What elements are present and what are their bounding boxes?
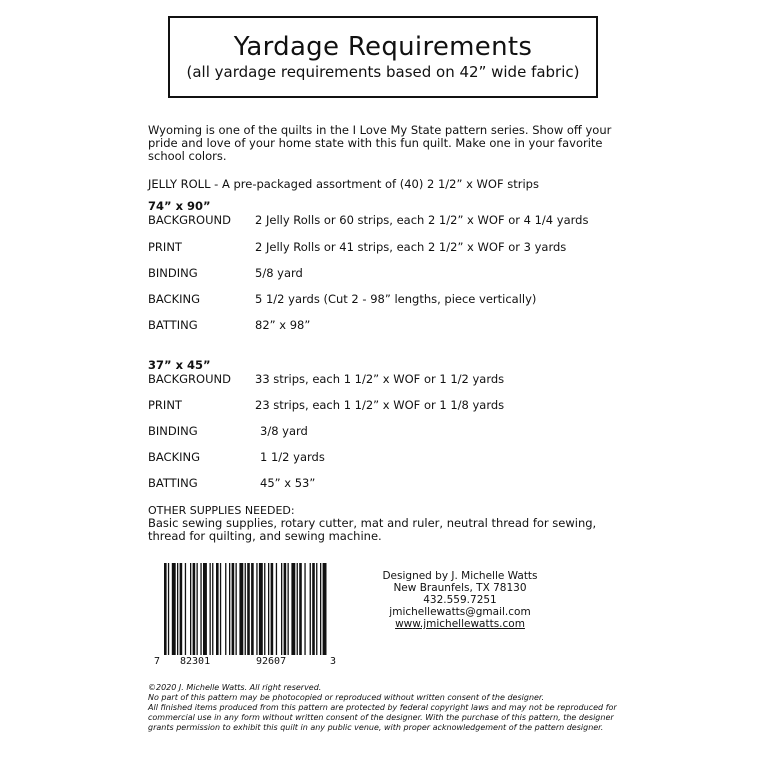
barcode-digit: 92607 (256, 656, 287, 667)
requirement-label: BACKGROUND (148, 213, 231, 227)
designer-address: New Braunfels, TX 78130 (393, 582, 527, 594)
designer-info (370, 570, 550, 630)
requirement-value: 2 Jelly Rolls or 60 strips, each 2 1/2” x WOF or 4 1/4 yards (255, 213, 589, 227)
requirement-row (148, 398, 505, 412)
barcode-bars (160, 563, 332, 659)
requirement-value: 23 strips, each 1 1/2” x WOF or 1 1/8 yards (255, 398, 505, 412)
requirement-label: BACKING (148, 292, 201, 306)
jelly-roll-note: JELLY ROLL - A pre-packaged assortment of (40) 2 1/2” x WOF strips (148, 177, 539, 191)
other-supplies-text: Basic sewing supplies, rotary cutter, mat and ruler, neutral thread for sewing, thread for quilting, and sewing machine. (148, 516, 597, 543)
requirement-value: 45” x 53” (260, 476, 316, 490)
barcode-digit: 3 (330, 656, 337, 667)
requirement-value: 1 1/2 yards (260, 450, 325, 464)
requirement-value: 33 strips, each 1 1/2” x WOF or 1 1/2 yards (255, 372, 505, 386)
requirement-label: BINDING (148, 424, 198, 438)
copyright-line: ©2020 J. Michelle Watts. All right reserved. (148, 683, 322, 692)
requirement-value: 5 1/2 yards (Cut 2 - 98” lengths, piece vertically) (255, 292, 537, 306)
intro-paragraph: Wyoming is one of the quilts in the I Love My State pattern series. Show off your pride and love of your home state with this fun quilt. Make one in your favorite school colors. (148, 123, 612, 163)
requirement-row (148, 266, 303, 280)
designer-email: jmichellewatts@gmail.com (389, 606, 531, 618)
requirement-row (148, 424, 308, 438)
requirement-label: BATTING (148, 318, 198, 332)
requirement-row (148, 318, 311, 332)
requirement-row (148, 450, 325, 464)
barcode-digit: 82301 (180, 656, 211, 667)
requirement-row (148, 476, 316, 490)
designer-phone: 432.559.7251 (423, 594, 497, 606)
requirement-row (148, 372, 505, 386)
requirement-label: BACKGROUND (148, 372, 231, 386)
requirement-label: BATTING (148, 476, 198, 490)
requirement-label: BINDING (148, 266, 198, 280)
designer-name: Designed by J. Michelle Watts (382, 570, 538, 582)
copyright-footer (148, 683, 618, 733)
other-supplies-heading: OTHER SUPPLIES NEEDED: (148, 504, 295, 517)
page-subtitle: (all yardage requirements based on 42” wide fabric) (186, 63, 580, 81)
title-box (168, 16, 598, 98)
designer-website-link[interactable]: www.jmichellewatts.com (395, 618, 525, 630)
requirement-label: PRINT (148, 240, 182, 254)
copyright-notice: No part of this pattern may be photocopied or reproduced without written consent of the designer. (148, 693, 545, 702)
barcode-digit: 7 (154, 656, 161, 667)
requirement-value: 2 Jelly Rolls or 41 strips, each 2 1/2” x WOF or 3 yards (255, 240, 567, 254)
size-heading-large: 74” x 90” (148, 199, 211, 213)
requirement-label: BACKING (148, 450, 201, 464)
requirement-value: 82” x 98” (255, 318, 311, 332)
copyright-terms: All finished items produced from this pattern are protected by federal copyright laws and may not be reproduced for commercial use in any form without written consent of the designer. With the purchase of this pattern, the designer grants permission to exhibit this quilt in any public venue, with proper acknowledgement of the pattern designer. (148, 703, 617, 732)
requirement-value: 3/8 yard (260, 424, 308, 438)
requirement-value: 5/8 yard (255, 266, 303, 280)
requirement-row (148, 240, 567, 254)
requirement-row (148, 292, 537, 306)
page-title: Yardage Requirements (233, 32, 533, 62)
barcode (160, 563, 332, 671)
requirement-label: PRINT (148, 398, 182, 412)
size-heading-small: 37” x 45” (148, 358, 211, 372)
requirement-row (148, 213, 589, 227)
